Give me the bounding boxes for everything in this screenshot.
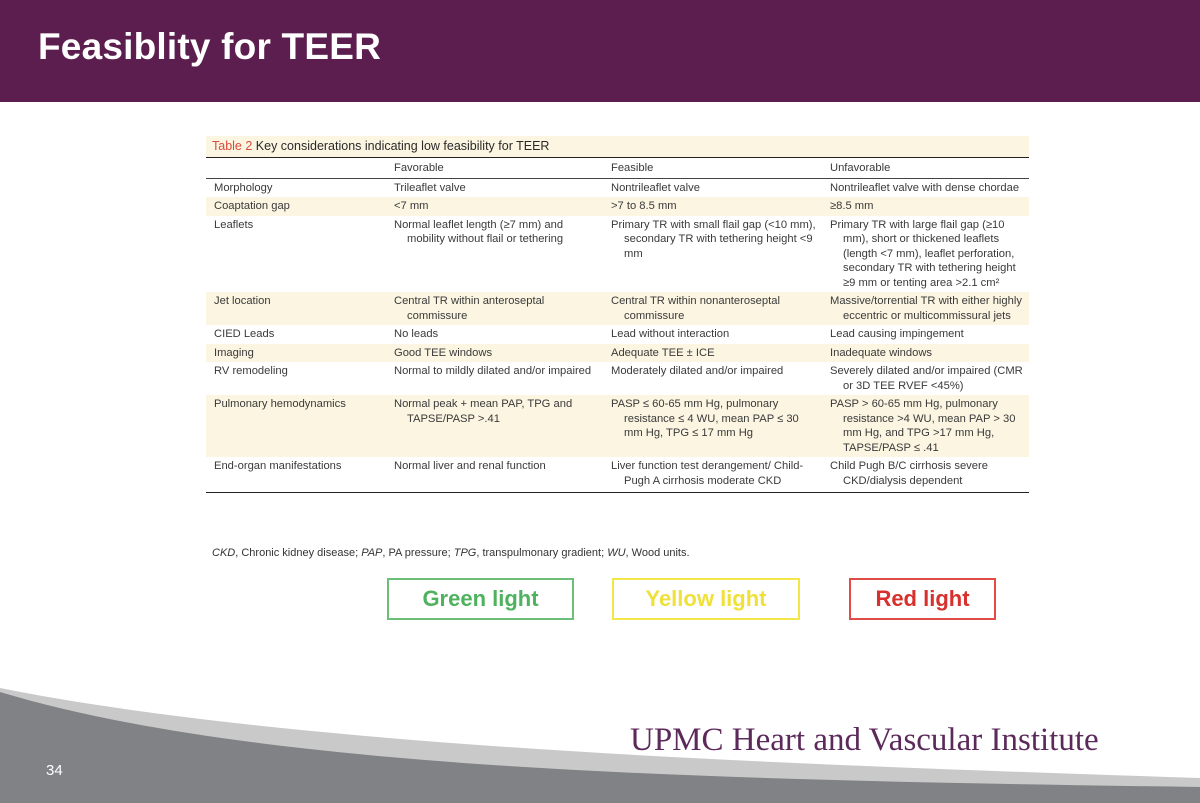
- cell-unfavorable: Severely dilated and/or impaired (CMR or 3D TEE RVEF <45%): [830, 365, 1023, 392]
- cell-unfavorable: PASP > 60-65 mm Hg, pulmonary resistance >4 WU, mean PAP > 30 mm Hg, and TPG >17 mm Hg, TAPSE/PASP ≤ .41: [822, 395, 1029, 457]
- cell-unfavorable: Inadequate windows: [822, 344, 1029, 363]
- cell-favorable: Normal liver and renal function: [386, 457, 603, 493]
- table-caption: [206, 136, 1029, 158]
- row-label: Pulmonary hemodynamics: [206, 395, 386, 457]
- table-row: [206, 292, 1029, 325]
- row-label: CIED Leads: [214, 328, 275, 340]
- cell-unfavorable: Nontrileaflet valve with dense chordae: [830, 181, 1020, 194]
- cell-favorable: Trileaflet valve: [394, 181, 466, 194]
- table-caption-text: Key considerations indicating low feasibility for TEER: [255, 139, 550, 153]
- cell-favorable: <7 mm: [386, 197, 603, 216]
- table-row: [206, 457, 1029, 493]
- slide-title: Feasiblity for TEER: [38, 26, 382, 67]
- header-favorable: Favorable: [386, 158, 603, 178]
- table-row: [206, 178, 1029, 197]
- cell-favorable: Good TEE windows: [386, 344, 603, 363]
- table-row: [206, 362, 1029, 395]
- cell-feasible: >7 to 8.5 mm: [603, 197, 822, 216]
- brand-logo-text: UPMC Heart and Vascular Institute: [630, 722, 1099, 758]
- table-row: [206, 395, 1029, 457]
- cell-favorable: Normal to mildly dilated and/or impaired: [394, 365, 592, 377]
- page-number: 34: [46, 762, 63, 779]
- table-row: [206, 197, 1029, 216]
- yellow-light-box: Yellow light: [612, 578, 800, 620]
- row-label: Imaging: [206, 344, 386, 363]
- table-header-row: [206, 158, 1029, 178]
- row-label: Jet location: [206, 292, 386, 325]
- cell-unfavorable: ≥8.5 mm: [822, 197, 1029, 216]
- cell-feasible: PASP ≤ 60-65 mm Hg, pulmonary resistance ≤ 4 WU, mean PAP ≤ 30 mm Hg, TPG ≤ 17 mm Hg: [603, 395, 822, 457]
- header-feasible: Feasible: [603, 158, 822, 178]
- table-row: [206, 344, 1029, 363]
- cell-feasible: Moderately dilated and/or impaired: [611, 365, 784, 377]
- cell-unfavorable: Lead causing impingement: [830, 328, 964, 340]
- cell-feasible: Adequate TEE ± ICE: [603, 344, 822, 363]
- cell-unfavorable: Child Pugh B/C cirrhosis severe CKD/dialysis dependent: [822, 457, 1029, 493]
- cell-feasible: Lead without interaction: [611, 328, 730, 340]
- cell-favorable: No leads: [394, 328, 439, 340]
- green-light-box: Green light: [387, 578, 574, 620]
- header-empty: [206, 158, 386, 178]
- cell-unfavorable: Massive/torrential TR with either highly eccentric or multicommissural jets: [822, 292, 1029, 325]
- row-label: RV remodeling: [214, 365, 288, 377]
- cell-feasible: Nontrileaflet valve: [611, 181, 700, 194]
- table-row: [206, 325, 1029, 344]
- table-row: [206, 216, 1029, 293]
- cell-favorable: Normal peak + mean PAP, TPG and TAPSE/PASP >.41: [386, 395, 603, 457]
- cell-feasible: Central TR within nonanteroseptal commissure: [603, 292, 822, 325]
- cell-feasible: Primary TR with small flail gap (<10 mm), secondary TR with tethering height <9 mm: [611, 218, 816, 260]
- row-label: End-organ manifestations: [206, 457, 386, 493]
- row-label: Leaflets: [214, 218, 254, 231]
- feasibility-table: [206, 158, 1029, 493]
- row-label: Coaptation gap: [206, 197, 386, 216]
- table-footnote: CKD, Chronic kidney disease; PAP, PA pressure; TPG, transpulmonary gradient; WU, Wood units.: [212, 547, 690, 559]
- cell-favorable: Normal leaflet length (≥7 mm) and mobility without flail or tethering: [394, 218, 564, 245]
- considerations-table: [206, 136, 1029, 493]
- cell-feasible: Liver function test derangement/ Child-Pugh A cirrhosis moderate CKD: [603, 457, 822, 493]
- red-light-box: Red light: [849, 578, 996, 620]
- table-caption-label: Table 2: [212, 139, 253, 153]
- row-label: Morphology: [214, 181, 273, 194]
- cell-unfavorable: Primary TR with large flail gap (≥10 mm), short or thickened leaflets (length <7 mm), leaflet perforation, secondary TR with tethering height ≥9 mm or tenting area >2.1 cm²: [830, 218, 1016, 289]
- cell-favorable: Central TR within anteroseptal commissure: [386, 292, 603, 325]
- header-unfavorable: Unfavorable: [822, 158, 1029, 178]
